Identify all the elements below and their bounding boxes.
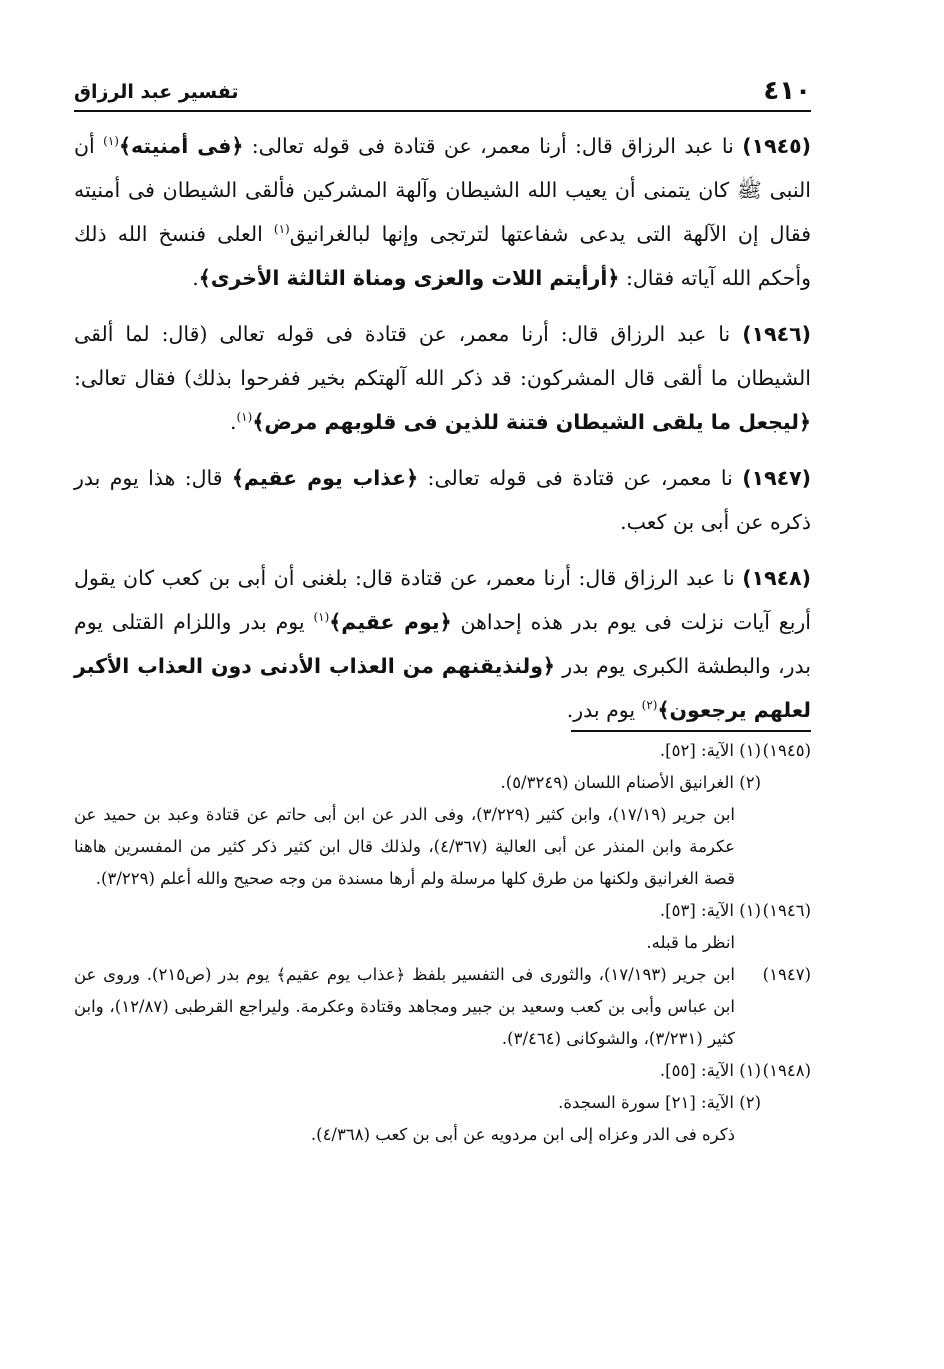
entry-number: (١٩٤٥)	[742, 134, 811, 158]
entry-text: نا عبد الرزاق قال: أرنا معمر، عن قتادة فى قوله تعالى (قال: لما ألقى الشيطان ما ألقى قال المشركون: قد ذكر الله آلهتكم بخير ففرحوا بذلك) فقال تعالى:	[74, 322, 811, 390]
footnote-marker: (٢)	[641, 698, 658, 713]
running-header	[74, 76, 811, 112]
quran-verse: ﴿ولنذيقنهم من العذاب الأدنى دون العذاب الأكبر لعلهم يرجعون﴾	[74, 654, 811, 722]
footnote	[74, 735, 811, 767]
footnote-marker: (١)	[273, 222, 290, 237]
footnote	[74, 895, 811, 927]
footnote-text: ابن جرير (١٧/١٩)، وابن كثير (٣/٢٢٩)، وفى الدر عن ابن أبى حاتم عن قتادة وعبد بن حميد عن عكرمة وابن المنذر عن أبى العالية (٤/٣٦٧)، ولذلك قال ابن كثير ذكر كثير من المفسرين هاهنا قصة الغرانيق ولكنها من طرق كلها مرسلة ولم أرها مسندة من وجه صحيح والله أعلم (٣/٢٢٩).	[74, 805, 735, 888]
footnote-text: ذكره فى الدر وعزاه إلى ابن مردويه عن أبى بن كعب (٤/٣٦٨).	[310, 1125, 735, 1144]
entry-text: نا عبد الرزاق قال: أرنا معمر، عن قتادة قال: بلغنى أن أبى بن كعب كان يقول أربع آيات نزلت فى يوم بدر هذه إحداهن	[74, 566, 811, 634]
quran-verse: ﴿يوم عقيم﴾	[329, 610, 452, 634]
entry-text: أن النبى ﷺ كان يتمنى أن يعيب الله الشيطان وآلهة المشركين فألقى الشيطان فى أمنيته فقال إن الآلهة التى يدعى شفاعتها لترتجى وإنها لبالغرانيق	[74, 134, 811, 246]
footnote	[74, 1087, 811, 1119]
footnote	[74, 959, 811, 1055]
book-title: تفسير عبد الرزاق	[74, 81, 239, 103]
entry-text: قال: هذا يوم بدر ذكره عن أبى بن كعب.	[74, 466, 811, 534]
footnote-marker: (١)	[236, 410, 253, 425]
quran-verse: ﴿فى أمنيته﴾	[118, 134, 244, 158]
footnote	[74, 767, 811, 799]
entry-text: العلى فنسخ الله ذلك وأحكم الله آياته فقال:	[74, 222, 811, 290]
footnote-tag: (١٩٤٨)	[762, 1061, 811, 1080]
footnote-separator	[571, 730, 811, 732]
entry-text: يوم بدر.	[566, 698, 642, 722]
entry-number: (١٩٤٨)	[742, 566, 811, 590]
footnotes	[74, 735, 811, 1151]
quran-verse: ﴿ليجعل ما يلقى الشيطان فتنة للذين فى قلوبهم مرض﴾	[252, 410, 811, 434]
entry-text: .	[192, 266, 199, 290]
footnote-text: (٢) الآية: [٢١] سورة السجدة.	[558, 1093, 761, 1112]
entry-number: (١٩٤٦)	[742, 322, 811, 346]
page-number: ٤١٠	[763, 76, 811, 106]
footnote-tag: (١٩٤٥)	[762, 741, 811, 760]
main-text	[74, 124, 811, 744]
entry-1945	[74, 124, 811, 300]
footnote	[74, 1055, 811, 1087]
entry-text: .	[229, 410, 237, 434]
footnote-text: (١) الآية: [٥٢].	[659, 741, 761, 760]
quran-verse: ﴿أرأيتم اللات والعزى ومناة الثالثة الأخرى﴾	[198, 266, 620, 290]
quran-verse: ﴿عذاب يوم عقيم﴾	[231, 466, 419, 490]
footnote-text: (١) الآية: [٥٥].	[659, 1061, 761, 1080]
footnote-text: انظر ما قبله.	[646, 933, 735, 952]
footnote-tag: (١٩٤٧)	[762, 965, 811, 984]
footnote-text: ابن جرير (١٧/١٩٣)، والثورى فى التفسير بلفظ ﴿عذاب يوم عقيم﴾ يوم بدر (ص٢١٥). وروى عن ابن عباس وأبى بن كعب وسعيد بن جبير ومجاهد وقتادة وعكرمة. وليراجع القرطبى (١٢/٨٧)، وابن كثير (٣/٢٣١)، والشوكانى (٣/٤٦٤).	[74, 965, 735, 1048]
entry-text: نا معمر، عن قتادة فى قوله تعالى:	[418, 466, 743, 490]
entry-1947	[74, 456, 811, 544]
footnote-text: (٢) الغرانيق الأصنام اللسان (٥/٣٢٤٩).	[500, 773, 761, 792]
footnote-marker: (١)	[313, 610, 330, 625]
footnote	[74, 1119, 811, 1151]
entry-text: نا عبد الرزاق قال: أرنا معمر، عن قتادة فى قوله تعالى:	[243, 134, 743, 158]
entry-number: (١٩٤٧)	[742, 466, 812, 490]
footnote-text: (١) الآية: [٥٣].	[659, 901, 761, 920]
entry-1948	[74, 556, 811, 732]
entry-text: يوم بدر واللزام القتلى يوم بدر، والبطشة الكبرى يوم بدر	[74, 610, 811, 678]
footnote	[74, 927, 811, 959]
footnote-tag: (١٩٤٦)	[762, 901, 811, 920]
entry-1946	[74, 312, 811, 444]
footnote	[74, 799, 811, 895]
footnote-marker: (١)	[103, 134, 119, 149]
